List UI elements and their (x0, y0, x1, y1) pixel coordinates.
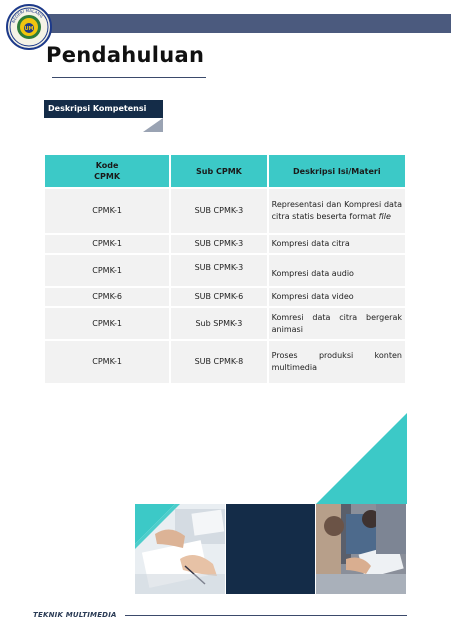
table-row (45, 189, 405, 233)
photo-students-studying (316, 504, 406, 594)
svg-text:UM: UM (24, 26, 34, 32)
cell-sub: SUB CPMK-8 (171, 341, 266, 383)
cell-desc: Kompresi data audio (269, 255, 405, 286)
cell-kode: CPMK-1 (45, 255, 169, 286)
cell-kode: CPMK-1 (45, 189, 169, 233)
footer-label: TEKNIK MULTIMEDIA (33, 611, 117, 619)
cell-sub: SUB CPMK-3 (171, 189, 266, 233)
table-row (45, 288, 405, 306)
svg-text:NEGERI MALANG: NEGERI MALANG (10, 7, 45, 24)
navy-block (226, 504, 315, 594)
table-row (45, 341, 405, 383)
footer-rule (125, 615, 407, 616)
header-bar (44, 14, 451, 33)
page-title: Pendahuluan (46, 43, 205, 67)
cell-sub: Sub SPMK-3 (171, 308, 266, 339)
table-header-row (45, 155, 405, 187)
section-label-accent (143, 118, 163, 132)
competency-table (43, 153, 407, 385)
cell-desc: Komresi data citra bergerak animasi (269, 308, 405, 339)
cell-desc: Representasi dan Kompresi data citra statis beserta format file (269, 189, 405, 233)
header-kode-line: CPMK (94, 172, 121, 181)
cell-desc: Proses produksi konten multimedia (269, 341, 405, 383)
cell-sub: SUB CPMK-3 (171, 255, 266, 286)
section-label: Deskripsi Kompetensi (44, 100, 163, 118)
white-triangle-mask (135, 504, 225, 594)
header-kode-line: Kode (95, 161, 119, 170)
cell-kode: CPMK-1 (45, 308, 169, 339)
table-row (45, 255, 405, 286)
cell-sub: SUB CPMK-6 (171, 288, 266, 306)
header-sub-cpmk: Sub CPMK (171, 155, 266, 187)
cell-kode: CPMK-1 (45, 341, 169, 383)
table-row (45, 235, 405, 253)
title-underline (52, 77, 206, 78)
cell-sub: SUB CPMK-3 (171, 235, 266, 253)
cell-desc: Kompresi data citra (269, 235, 405, 253)
table-row (45, 308, 405, 339)
header-deskripsi: Deskripsi Isi/Materi (269, 155, 405, 187)
teal-triangle-top (316, 413, 407, 504)
cell-kode: CPMK-6 (45, 288, 169, 306)
header-kode-cpmk (45, 155, 169, 187)
cell-kode: CPMK-1 (45, 235, 169, 253)
cell-desc: Kompresi data video (269, 288, 405, 306)
